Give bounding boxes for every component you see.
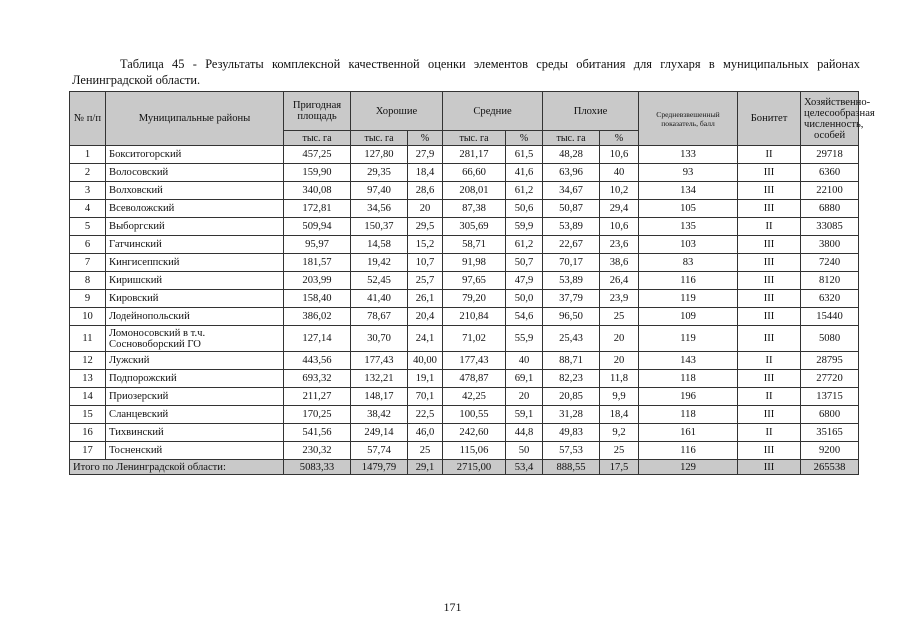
cell-medium-pct: 54,6 bbox=[506, 308, 543, 326]
cell-district: Лодейнопольский bbox=[106, 308, 284, 326]
cell-medium-pct: 69,1 bbox=[506, 370, 543, 388]
cell-bonitet: II bbox=[738, 218, 801, 236]
table-row bbox=[70, 272, 859, 290]
cell-suitable: 541,56 bbox=[284, 424, 351, 442]
cell-suitable: 443,56 bbox=[284, 352, 351, 370]
cell-district: Тихвинский bbox=[106, 424, 284, 442]
cell-score: 105 bbox=[639, 200, 738, 218]
cell-good-ha: 30,70 bbox=[351, 326, 408, 352]
cell-bad-pct: 23,6 bbox=[600, 236, 639, 254]
header-suitable-area: Пригодная площадь bbox=[284, 92, 351, 131]
cell-count: 13715 bbox=[801, 388, 859, 406]
cell-district: Волосовский bbox=[106, 164, 284, 182]
header-unit-pct: % bbox=[600, 131, 639, 146]
table-row bbox=[70, 218, 859, 236]
cell-number: 8 bbox=[70, 272, 106, 290]
cell-good-pct: 22,5 bbox=[408, 406, 443, 424]
cell-medium-pct: 50 bbox=[506, 442, 543, 460]
cell-bonitet: III bbox=[738, 370, 801, 388]
cell-count: 29718 bbox=[801, 146, 859, 164]
table-row bbox=[70, 326, 859, 352]
cell-bonitet: III bbox=[738, 290, 801, 308]
cell-medium-ha: 97,65 bbox=[443, 272, 506, 290]
cell-good-ha: 38,42 bbox=[351, 406, 408, 424]
table-row bbox=[70, 236, 859, 254]
cell-medium-ha: 58,71 bbox=[443, 236, 506, 254]
cell-good-pct: 24,1 bbox=[408, 326, 443, 352]
cell-good-pct: 28,6 bbox=[408, 182, 443, 200]
cell-number: 10 bbox=[70, 308, 106, 326]
cell-score: 118 bbox=[639, 370, 738, 388]
cell-count: 6320 bbox=[801, 290, 859, 308]
table-row bbox=[70, 164, 859, 182]
cell-bad-ha: 22,67 bbox=[543, 236, 600, 254]
cell-suitable: 158,40 bbox=[284, 290, 351, 308]
cell-good-ha: 29,35 bbox=[351, 164, 408, 182]
header-economic-count: Хозяйственно-целесообразная численность, особей bbox=[801, 92, 859, 146]
cell-suitable: 203,99 bbox=[284, 272, 351, 290]
cell-medium-pct: 50,6 bbox=[506, 200, 543, 218]
cell-good-pct: 25 bbox=[408, 442, 443, 460]
cell-good-pct: 20 bbox=[408, 200, 443, 218]
cell-number: 2 bbox=[70, 164, 106, 182]
cell-count: 6800 bbox=[801, 406, 859, 424]
cell-bad-pct: 9,9 bbox=[600, 388, 639, 406]
cell-bad-pct: 26,4 bbox=[600, 272, 639, 290]
cell-number: 5 bbox=[70, 218, 106, 236]
cell-good-pct: 27,9 bbox=[408, 146, 443, 164]
cell-number: 1 bbox=[70, 146, 106, 164]
cell-count: 5080 bbox=[801, 326, 859, 352]
cell-count: 33085 bbox=[801, 218, 859, 236]
table-row bbox=[70, 254, 859, 272]
cell-bad-ha: 888,55 bbox=[543, 460, 600, 475]
cell-good-pct: 40,00 bbox=[408, 352, 443, 370]
header-bad: Плохие bbox=[543, 92, 639, 131]
cell-bad-ha: 82,23 bbox=[543, 370, 600, 388]
cell-district: Выборгский bbox=[106, 218, 284, 236]
cell-district: Гатчинский bbox=[106, 236, 284, 254]
cell-medium-ha: 66,60 bbox=[443, 164, 506, 182]
cell-medium-pct: 53,4 bbox=[506, 460, 543, 475]
cell-count: 28795 bbox=[801, 352, 859, 370]
cell-medium-pct: 61,2 bbox=[506, 236, 543, 254]
cell-district: Ломоносовский в т.ч. Сосновоборский ГО bbox=[106, 326, 284, 352]
cell-bad-pct: 18,4 bbox=[600, 406, 639, 424]
header-weighted-score: Средневзвешенный показатель, балл bbox=[639, 92, 738, 146]
cell-good-ha: 52,45 bbox=[351, 272, 408, 290]
cell-score: 103 bbox=[639, 236, 738, 254]
header-unit-ha: тыс. га bbox=[351, 131, 408, 146]
cell-medium-ha: 91,98 bbox=[443, 254, 506, 272]
cell-number: 7 bbox=[70, 254, 106, 272]
cell-number: 12 bbox=[70, 352, 106, 370]
cell-bad-ha: 31,28 bbox=[543, 406, 600, 424]
cell-number: 13 bbox=[70, 370, 106, 388]
cell-medium-ha: 2715,00 bbox=[443, 460, 506, 475]
cell-score: 133 bbox=[639, 146, 738, 164]
cell-bad-pct: 29,4 bbox=[600, 200, 639, 218]
page-number: 171 bbox=[443, 600, 462, 614]
table-row bbox=[70, 406, 859, 424]
cell-suitable: 172,81 bbox=[284, 200, 351, 218]
table-row bbox=[70, 200, 859, 218]
table-row bbox=[70, 182, 859, 200]
cell-score: 119 bbox=[639, 290, 738, 308]
cell-bad-pct: 25 bbox=[600, 308, 639, 326]
cell-count: 27720 bbox=[801, 370, 859, 388]
cell-medium-ha: 478,87 bbox=[443, 370, 506, 388]
habitat-assessment-table bbox=[69, 91, 875, 475]
cell-bad-ha: 53,89 bbox=[543, 218, 600, 236]
cell-suitable: 5083,33 bbox=[284, 460, 351, 475]
cell-bad-ha: 37,79 bbox=[543, 290, 600, 308]
cell-score: 161 bbox=[639, 424, 738, 442]
table-row bbox=[70, 290, 859, 308]
cell-good-pct: 26,1 bbox=[408, 290, 443, 308]
cell-medium-pct: 55,9 bbox=[506, 326, 543, 352]
cell-bonitet: III bbox=[738, 164, 801, 182]
table-row bbox=[70, 370, 859, 388]
cell-bonitet: II bbox=[738, 352, 801, 370]
cell-medium-ha: 87,38 bbox=[443, 200, 506, 218]
cell-medium-ha: 100,55 bbox=[443, 406, 506, 424]
cell-bonitet: III bbox=[738, 200, 801, 218]
cell-bad-ha: 20,85 bbox=[543, 388, 600, 406]
cell-number: 4 bbox=[70, 200, 106, 218]
cell-count: 9200 bbox=[801, 442, 859, 460]
cell-bonitet: III bbox=[738, 326, 801, 352]
cell-good-ha: 19,42 bbox=[351, 254, 408, 272]
cell-bad-pct: 40 bbox=[600, 164, 639, 182]
header-bonitet: Бонитет bbox=[738, 92, 801, 146]
table-body bbox=[70, 146, 859, 475]
cell-medium-pct: 61,5 bbox=[506, 146, 543, 164]
header-unit-ha: тыс. га bbox=[443, 131, 506, 146]
cell-suitable: 95,97 bbox=[284, 236, 351, 254]
cell-district: Тосненский bbox=[106, 442, 284, 460]
cell-good-pct: 29,5 bbox=[408, 218, 443, 236]
cell-good-pct: 20,4 bbox=[408, 308, 443, 326]
cell-good-pct: 18,4 bbox=[408, 164, 443, 182]
cell-score: 118 bbox=[639, 406, 738, 424]
cell-suitable: 230,32 bbox=[284, 442, 351, 460]
cell-good-pct: 29,1 bbox=[408, 460, 443, 475]
cell-medium-ha: 79,20 bbox=[443, 290, 506, 308]
cell-number: 11 bbox=[70, 326, 106, 352]
cell-score: 119 bbox=[639, 326, 738, 352]
cell-good-ha: 150,37 bbox=[351, 218, 408, 236]
cell-bad-ha: 63,96 bbox=[543, 164, 600, 182]
cell-medium-pct: 59,1 bbox=[506, 406, 543, 424]
table-row bbox=[70, 442, 859, 460]
header-unit-pct: % bbox=[506, 131, 543, 146]
cell-good-ha: 41,40 bbox=[351, 290, 408, 308]
cell-score: 143 bbox=[639, 352, 738, 370]
header-unit-pct: % bbox=[408, 131, 443, 146]
table-row bbox=[70, 352, 859, 370]
cell-bonitet: II bbox=[738, 424, 801, 442]
cell-medium-ha: 305,69 bbox=[443, 218, 506, 236]
table-caption: Таблица 45 - Результаты комплексной качественной оценки элементов среды обитания для глухаря в муниципальных районах Ленинградской области. bbox=[72, 57, 860, 87]
cell-good-ha: 97,40 bbox=[351, 182, 408, 200]
cell-count: 265538 bbox=[801, 460, 859, 475]
cell-suitable: 127,14 bbox=[284, 326, 351, 352]
cell-score: 134 bbox=[639, 182, 738, 200]
cell-bad-pct: 10,6 bbox=[600, 146, 639, 164]
cell-medium-pct: 59,9 bbox=[506, 218, 543, 236]
cell-bad-ha: 70,17 bbox=[543, 254, 600, 272]
cell-bad-ha: 49,83 bbox=[543, 424, 600, 442]
cell-number: 9 bbox=[70, 290, 106, 308]
cell-good-pct: 10,7 bbox=[408, 254, 443, 272]
cell-bad-pct: 10,6 bbox=[600, 218, 639, 236]
cell-medium-pct: 41,6 bbox=[506, 164, 543, 182]
cell-bad-pct: 20 bbox=[600, 352, 639, 370]
cell-bad-pct: 11,8 bbox=[600, 370, 639, 388]
cell-good-ha: 57,74 bbox=[351, 442, 408, 460]
cell-medium-pct: 47,9 bbox=[506, 272, 543, 290]
cell-medium-ha: 115,06 bbox=[443, 442, 506, 460]
cell-score: 116 bbox=[639, 272, 738, 290]
cell-good-ha: 148,17 bbox=[351, 388, 408, 406]
cell-bad-pct: 9,2 bbox=[600, 424, 639, 442]
cell-score: 196 bbox=[639, 388, 738, 406]
cell-medium-pct: 61,2 bbox=[506, 182, 543, 200]
cell-medium-ha: 281,17 bbox=[443, 146, 506, 164]
cell-good-ha: 132,21 bbox=[351, 370, 408, 388]
cell-bad-pct: 10,2 bbox=[600, 182, 639, 200]
cell-bonitet: III bbox=[738, 442, 801, 460]
cell-medium-pct: 40 bbox=[506, 352, 543, 370]
table-row bbox=[70, 388, 859, 406]
cell-good-ha: 249,14 bbox=[351, 424, 408, 442]
cell-bad-ha: 34,67 bbox=[543, 182, 600, 200]
header-good: Хорошие bbox=[351, 92, 443, 131]
cell-bad-ha: 96,50 bbox=[543, 308, 600, 326]
header-medium: Средние bbox=[443, 92, 543, 131]
cell-count: 6880 bbox=[801, 200, 859, 218]
cell-good-pct: 25,7 bbox=[408, 272, 443, 290]
cell-number: 17 bbox=[70, 442, 106, 460]
total-row bbox=[70, 460, 859, 475]
cell-bad-ha: 53,89 bbox=[543, 272, 600, 290]
cell-number: 3 bbox=[70, 182, 106, 200]
cell-bad-ha: 57,53 bbox=[543, 442, 600, 460]
cell-good-ha: 127,80 bbox=[351, 146, 408, 164]
header-number: № п/п bbox=[70, 92, 106, 146]
cell-bonitet: III bbox=[738, 308, 801, 326]
header-district: Муниципальные районы bbox=[106, 92, 284, 146]
cell-district: Подпорожский bbox=[106, 370, 284, 388]
cell-bonitet: III bbox=[738, 236, 801, 254]
cell-good-ha: 1479,79 bbox=[351, 460, 408, 475]
cell-good-pct: 46,0 bbox=[408, 424, 443, 442]
cell-suitable: 170,25 bbox=[284, 406, 351, 424]
cell-count: 15440 bbox=[801, 308, 859, 326]
cell-medium-pct: 20 bbox=[506, 388, 543, 406]
cell-medium-ha: 71,02 bbox=[443, 326, 506, 352]
cell-count: 22100 bbox=[801, 182, 859, 200]
cell-count: 3800 bbox=[801, 236, 859, 254]
cell-district: Киришский bbox=[106, 272, 284, 290]
cell-count: 7240 bbox=[801, 254, 859, 272]
table-row bbox=[70, 308, 859, 326]
cell-number: 16 bbox=[70, 424, 106, 442]
cell-count: 35165 bbox=[801, 424, 859, 442]
cell-score: 83 bbox=[639, 254, 738, 272]
cell-bonitet: II bbox=[738, 146, 801, 164]
cell-district: Сланцевский bbox=[106, 406, 284, 424]
cell-bonitet: III bbox=[738, 254, 801, 272]
cell-good-pct: 15,2 bbox=[408, 236, 443, 254]
cell-good-pct: 70,1 bbox=[408, 388, 443, 406]
cell-suitable: 386,02 bbox=[284, 308, 351, 326]
cell-bonitet: III bbox=[738, 460, 801, 475]
cell-bad-ha: 88,71 bbox=[543, 352, 600, 370]
cell-good-ha: 177,43 bbox=[351, 352, 408, 370]
cell-district: Кировский bbox=[106, 290, 284, 308]
cell-good-ha: 34,56 bbox=[351, 200, 408, 218]
table-row bbox=[70, 146, 859, 164]
cell-good-ha: 14,58 bbox=[351, 236, 408, 254]
cell-score: 129 bbox=[639, 460, 738, 475]
cell-bad-ha: 48,28 bbox=[543, 146, 600, 164]
cell-bad-pct: 25 bbox=[600, 442, 639, 460]
cell-bad-pct: 17,5 bbox=[600, 460, 639, 475]
cell-suitable: 457,25 bbox=[284, 146, 351, 164]
cell-number: 14 bbox=[70, 388, 106, 406]
cell-number: 15 bbox=[70, 406, 106, 424]
cell-score: 109 bbox=[639, 308, 738, 326]
cell-medium-ha: 177,43 bbox=[443, 352, 506, 370]
cell-bonitet: III bbox=[738, 182, 801, 200]
cell-medium-pct: 50,7 bbox=[506, 254, 543, 272]
header-unit-ha: тыс. га bbox=[543, 131, 600, 146]
cell-suitable: 340,08 bbox=[284, 182, 351, 200]
cell-score: 116 bbox=[639, 442, 738, 460]
cell-medium-pct: 44,8 bbox=[506, 424, 543, 442]
cell-suitable: 159,90 bbox=[284, 164, 351, 182]
cell-number: 6 bbox=[70, 236, 106, 254]
cell-bonitet: II bbox=[738, 388, 801, 406]
cell-bonitet: III bbox=[738, 406, 801, 424]
cell-score: 93 bbox=[639, 164, 738, 182]
cell-bad-pct: 20 bbox=[600, 326, 639, 352]
cell-district: Лужский bbox=[106, 352, 284, 370]
cell-score: 135 bbox=[639, 218, 738, 236]
cell-bad-ha: 50,87 bbox=[543, 200, 600, 218]
cell-bad-pct: 23,9 bbox=[600, 290, 639, 308]
header-unit-ha: тыс. га bbox=[284, 131, 351, 146]
cell-medium-ha: 242,60 bbox=[443, 424, 506, 442]
cell-count: 8120 bbox=[801, 272, 859, 290]
cell-medium-ha: 42,25 bbox=[443, 388, 506, 406]
cell-suitable: 509,94 bbox=[284, 218, 351, 236]
cell-count: 6360 bbox=[801, 164, 859, 182]
cell-district: Бокситогорский bbox=[106, 146, 284, 164]
total-label: Итого по Ленинградской области: bbox=[70, 460, 284, 475]
cell-bad-pct: 38,6 bbox=[600, 254, 639, 272]
cell-bonitet: III bbox=[738, 272, 801, 290]
cell-medium-ha: 210,84 bbox=[443, 308, 506, 326]
table-row bbox=[70, 424, 859, 442]
cell-suitable: 181,57 bbox=[284, 254, 351, 272]
cell-suitable: 693,32 bbox=[284, 370, 351, 388]
cell-district: Приозерский bbox=[106, 388, 284, 406]
cell-suitable: 211,27 bbox=[284, 388, 351, 406]
cell-bad-ha: 25,43 bbox=[543, 326, 600, 352]
cell-medium-ha: 208,01 bbox=[443, 182, 506, 200]
cell-district: Всеволожский bbox=[106, 200, 284, 218]
cell-district: Кингисеппский bbox=[106, 254, 284, 272]
cell-good-pct: 19,1 bbox=[408, 370, 443, 388]
cell-district: Волховский bbox=[106, 182, 284, 200]
cell-good-ha: 78,67 bbox=[351, 308, 408, 326]
cell-medium-pct: 50,0 bbox=[506, 290, 543, 308]
